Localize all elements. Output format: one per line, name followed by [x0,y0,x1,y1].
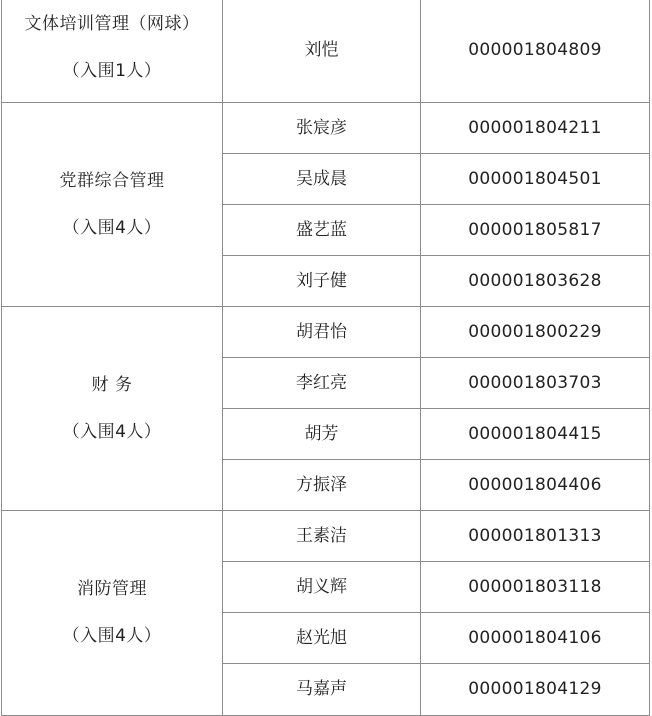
department-quota: （入围4人） [62,626,162,646]
candidate-name: 胡芳 [223,409,421,460]
candidate-id: 000001804415 [421,409,650,460]
candidate-id: 000001803703 [421,358,650,409]
candidate-id: 000001804211 [421,103,650,154]
candidate-name: 胡义辉 [223,562,421,613]
department-quota: （入围1人） [62,60,162,81]
candidate-id: 000001804129 [421,664,650,716]
table-row [2,103,650,154]
department-cell [2,511,223,716]
department-cell [2,103,223,307]
table-row [2,0,650,103]
candidate-id: 000001800229 [421,307,650,358]
department-name: 财 务 [91,374,133,395]
candidate-name: 吴成晨 [223,154,421,205]
candidate-id: 000001801313 [421,511,650,562]
table-row [2,307,650,358]
candidate-name: 王素洁 [223,511,421,562]
department-cell [2,307,223,511]
candidate-name: 赵光旭 [223,613,421,664]
candidate-id: 000001803628 [421,256,650,307]
candidate-id: 000001804809 [421,0,650,103]
candidate-id: 000001804501 [421,154,650,205]
department-quota: （入围4人） [62,421,162,442]
department-cell [2,0,223,103]
candidate-id: 000001803118 [421,562,650,613]
department-name: 党群综合管理 [59,170,165,191]
department-name: 消防管理 [77,579,147,599]
candidate-name: 张宸彦 [223,103,421,154]
candidate-roster-table [1,0,650,716]
candidate-name: 刘恺 [223,0,421,103]
candidate-name: 马嘉声 [223,664,421,716]
candidate-name: 方振泽 [223,460,421,511]
candidate-name: 李红亮 [223,358,421,409]
candidate-id: 000001804106 [421,613,650,664]
department-quota: （入围4人） [62,217,162,238]
table-row [2,511,650,562]
candidate-name: 刘子健 [223,256,421,307]
candidate-id: 000001804406 [421,460,650,511]
candidate-name: 盛艺蓝 [223,205,421,256]
candidate-name: 胡君怡 [223,307,421,358]
candidate-id: 000001805817 [421,205,650,256]
department-name: 文体培训管理（网球） [24,13,200,34]
